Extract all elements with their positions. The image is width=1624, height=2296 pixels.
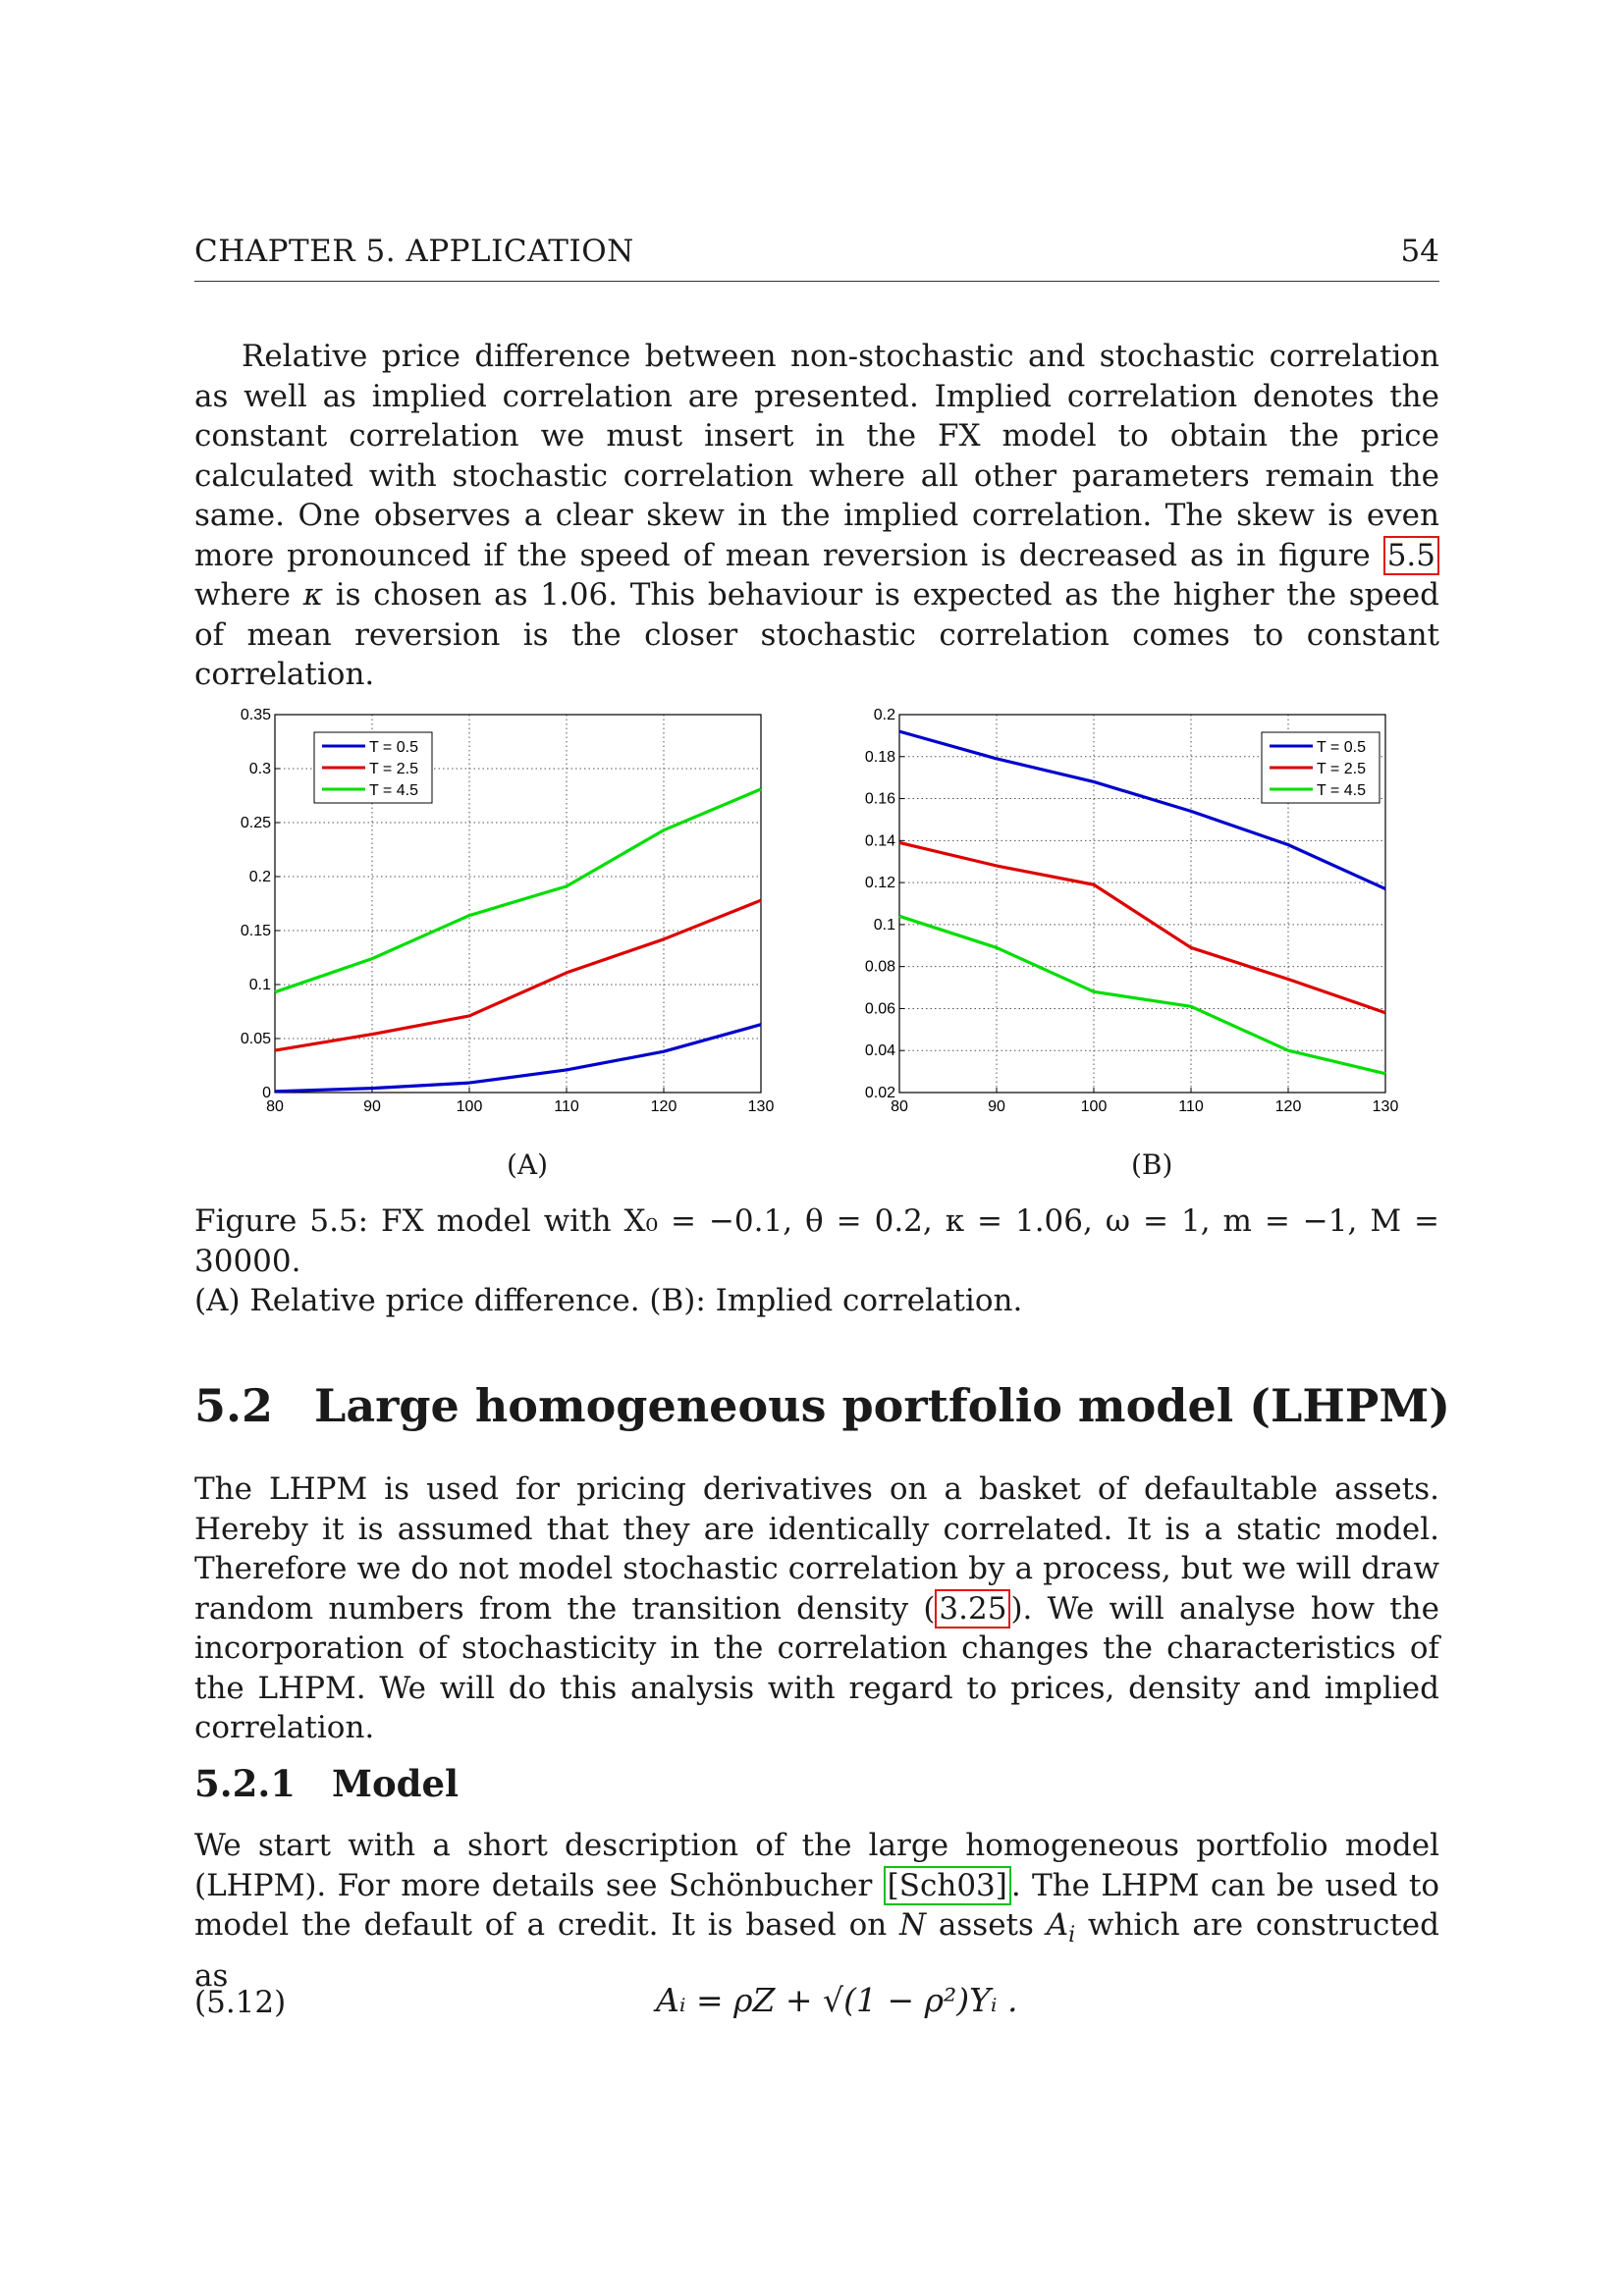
subsection-number: 5.2.1 (194, 1762, 296, 1805)
chart-a-y-tick-label: 0.1 (248, 977, 271, 993)
figure-ref-link[interactable]: 5.5 (1383, 536, 1439, 575)
citation-link[interactable]: [Sch03] (884, 1866, 1011, 1905)
chart-a-x-tick-label: 130 (747, 1098, 775, 1115)
chart-b-legend-label-3: T = 4.5 (1317, 782, 1366, 799)
chart-b-y-tick-label: 0.1 (873, 916, 895, 934)
chart-b-x-tick-label: 110 (1178, 1098, 1204, 1115)
lhpm-paragraph (194, 1469, 1439, 1748)
chart-b-y-tick-label: 0.04 (864, 1042, 895, 1060)
chart-a-series-line-1 (275, 1025, 761, 1092)
para1-text-end: is chosen as 1.06. This behaviour is expected as the higher the speed of mean reversion is the closer stochastic correlation comes to constant correlation. (194, 577, 1440, 692)
chart-b-series-line-3 (899, 916, 1385, 1073)
section-heading (194, 1379, 1450, 1432)
equation-number: (5.12) (194, 1985, 287, 2020)
chart-a-series-line-3 (275, 789, 761, 992)
chart-a-y-tick-label: 0.05 (240, 1031, 271, 1047)
subsection-heading (194, 1762, 459, 1805)
chart-a-legend-label-2: T = 2.5 (369, 761, 418, 777)
section-title: Large homogeneous portfolio model (LHPM) (314, 1379, 1451, 1432)
chart-a-legend-label-1: T = 0.5 (369, 739, 418, 756)
para3-text-mid: . The LHPM can be used to model the default of a credit. It is based on (194, 1867, 1440, 1943)
running-header (194, 234, 1439, 282)
chart-a-relative-price-difference (224, 705, 784, 1137)
chart-b-y-tick-label: 0.12 (864, 875, 895, 892)
subfigure-label-a: (A) (507, 1148, 549, 1181)
caption-line-1: Figure 5.5: FX model with X₀ = −0.1, θ = 0.2, κ = 1.06, ω = 1, m = −1, M = 30000. (194, 1203, 1439, 1279)
para3-text-assets: assets (938, 1907, 1034, 1943)
intro-paragraph (194, 337, 1439, 695)
chart-a-legend-label-3: T = 4.5 (369, 782, 418, 799)
equation: Aᵢ = ρZ + √(1 − ρ²)Yᵢ . (656, 1981, 1018, 2019)
chart-b-y-tick-label: 0.16 (864, 790, 895, 808)
subsection-title: Model (332, 1762, 460, 1805)
chart-a-x-tick-label: 110 (554, 1098, 579, 1115)
chart-a-y-tick-label: 0 (262, 1085, 271, 1101)
chart-b-series-line-2 (899, 842, 1385, 1012)
kappa-symbol: κ (302, 577, 324, 613)
subfigure-label-b: (B) (1131, 1148, 1173, 1181)
chart-a-y-tick-label: 0.3 (248, 761, 271, 777)
symbol-a-i: $A_i$ (1046, 1907, 1076, 1949)
chart-b-x-tick-label: 130 (1372, 1098, 1399, 1115)
chart-a-y-tick-label: 0.25 (240, 815, 271, 831)
chart-a-x-tick-label: 120 (650, 1098, 677, 1115)
chart-a-y-tick-label: 0.35 (240, 707, 271, 723)
chart-b-legend-label-1: T = 0.5 (1317, 739, 1366, 756)
chart-b-y-tick-label: 0.14 (864, 832, 895, 850)
equation-ref-link[interactable]: 3.25 (935, 1589, 1010, 1629)
chart-a-x-tick-label: 90 (363, 1098, 381, 1115)
chart-b-y-tick-label: 0.08 (864, 958, 895, 976)
model-paragraph (194, 1826, 1439, 1996)
para3-text: We start with a short description of the large homogeneous portfolio model (LHPM). For more details see Schönbucher (194, 1828, 1439, 1903)
chart-a-x-tick-label: 80 (266, 1098, 284, 1115)
para2-text-end: ). We will analyse how the incorporation of stochasticity in the correlation changes the characteristics of the LHPM. We will do this analysis with regard to prices, density and implied correlation. (194, 1590, 1439, 1745)
para2-text: The LHPM is used for pricing derivatives on a basket of defaultable assets. Hereby it is assumed that they are identically correlated. It is a static model. Therefore we do not model stochastic correlation by a process, but we will draw random numbers from the transition density ( (194, 1471, 1439, 1627)
chart-b-x-tick-label: 120 (1274, 1098, 1302, 1115)
chart-a-series-line-2 (275, 900, 761, 1050)
caption-line-2: (A) Relative price difference. (B): Implied correlation. (194, 1283, 1023, 1318)
symbol-n: N (898, 1907, 927, 1943)
chart-a-x-tick-label: 100 (456, 1098, 483, 1115)
figure-caption (194, 1201, 1439, 1321)
chart-b-implied-correlation (848, 705, 1408, 1137)
chart-b-y-tick-label: 0.18 (864, 748, 895, 766)
chart-b-legend-label-2: T = 2.5 (1317, 761, 1366, 777)
chart-b-x-tick-label: 100 (1080, 1098, 1108, 1115)
chart-b-y-tick-label: 0.02 (864, 1085, 895, 1101)
chart-a-y-tick-label: 0.2 (248, 869, 271, 885)
section-number: 5.2 (194, 1379, 274, 1432)
chart-a-y-tick-label: 0.15 (240, 923, 271, 939)
chart-b-x-tick-label: 90 (988, 1098, 1005, 1115)
para1-text: Relative price difference between non-stochastic and stochastic correlation as well as implied correlation are presented. Implied correlation denotes the constant correlation we must insert in the FX model to obtain the price calculated with stochastic correlation where all other parameters remain the same. One observes a clear skew in the implied correlation. The skew is even more pronounced if the speed of mean reversion is decreased as in figure (194, 339, 1439, 573)
chart-b-y-tick-label: 0.2 (873, 707, 895, 723)
para3-text-end: which are constructed as (194, 1907, 1439, 1994)
chart-b-x-tick-label: 80 (891, 1098, 908, 1115)
chart-b-y-tick-label: 0.06 (864, 1000, 895, 1018)
para1-text-mid: where (194, 577, 292, 613)
page-number: 54 (1400, 234, 1439, 269)
chapter-heading: CHAPTER 5. APPLICATION (194, 234, 634, 269)
